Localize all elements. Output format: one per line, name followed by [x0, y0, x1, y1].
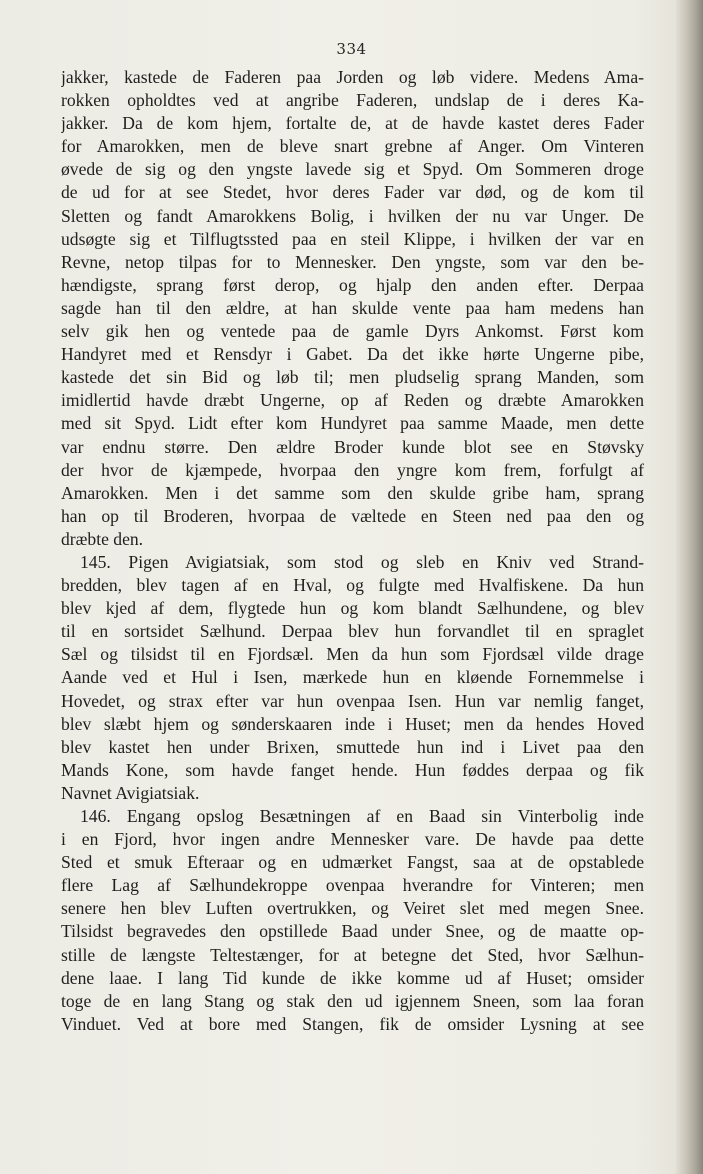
text-line: var endnu større. Den ældre Broder kunde blot see en Støvsky: [61, 436, 644, 457]
text-line: Mands Kone, som havde fanget hende. Hun føddes derpaa og fik: [61, 759, 644, 780]
text-line: udsøgte sig et Tilflugtssted paa en steil Klippe, i hvilken der var en: [61, 228, 644, 249]
text-line: dræbte den.: [61, 528, 144, 549]
page-edge-shadow: [676, 0, 703, 1174]
text-line: blev kastet hen under Brixen, smuttede hun ind i Livet paa den: [61, 736, 644, 757]
text-line: Hovedet, og strax efter var hun ovenpaa Isen. Hun var nemlig fanget,: [61, 690, 644, 711]
text-line: hændigste, sprang først derop, og hjalp den anden efter. Derpaa: [61, 274, 644, 295]
page-number: 334: [336, 40, 367, 58]
text-line: jakker. Da de kom hjem, fortalte de, at de havde kastet deres Fader: [61, 113, 644, 134]
text-line: Sletten og fandt Amarokkens Bolig, i hvilken der nu var Unger. De: [61, 205, 644, 226]
text-line: dene laae. I lang Tid kunde de ikke komme ud af Huset; omsider: [61, 967, 644, 988]
text-line: bredden, blev tagen af en Hval, og fulgte med Hvalfiskene. Da hun: [61, 575, 644, 596]
text-line: med sit Spyd. Lidt efter kom Hundyret paa samme Maade, men dette: [61, 413, 644, 434]
text-line: Tilsidst begravedes den opstillede Baad under Snee, og de maatte op-: [61, 921, 644, 942]
text-line: blev kjed af dem, flygtede hun og kom blandt Sælhundene, og blev: [61, 598, 644, 619]
text-line: jakker, kastede de Faderen paa Jorden og løb videre. Medens Ama-: [61, 67, 644, 87]
text-line: Sæl og tilsidst til en Fjordsæl. Men da hun som Fjordsæl vilde drage: [61, 644, 644, 665]
text-line: Vinduet. Ved at bore med Stangen, fik de omsider Lysning at see: [61, 1013, 644, 1034]
text-line: Navnet Avigiatsiak.: [61, 782, 200, 803]
text-line: imidlertid havde dræbt Ungerne, op af Reden og dræbte Amarokken: [61, 390, 644, 411]
text-line: for Amarokken, men de bleve snart grebne af Anger. Om Vinteren: [61, 136, 644, 157]
text-line: blev slæbt hjem og sønderskaaren inde i Huset; men da hendes Hoved: [61, 713, 644, 734]
text-line: 146. Engang opslog Besætningen af en Baad sin Vinterbolig inde: [80, 806, 644, 826]
text-line: til en sortsidet Sælhund. Derpaa blev hun forvandlet til en spraglet: [61, 621, 644, 642]
text-line: kastede det sin Bid og løb til; men pludselig sprang Manden, som: [61, 367, 644, 388]
text-line: stille de længste Teltestænger, for at betegne det Sted, hvor Sælhun-: [61, 944, 644, 965]
text-line: i en Fjord, hvor ingen andre Mennesker vare. De havde paa dette: [61, 829, 644, 850]
text-line: Handyret med et Rensdyr i Gabet. Da det ikke hørte Ungerne pibe,: [61, 344, 644, 365]
text-line: han op til Broderen, hvorpaa de væltede en Steen ned paa den og: [61, 505, 644, 526]
text-line: øvede de sig og den yngste lavede sig et Spyd. Om Sommeren droge: [61, 159, 644, 180]
body-text: [61, 66, 644, 1036]
text-line: 145. Pigen Avigiatsiak, som stod og sleb en Kniv ved Strand-: [80, 551, 644, 572]
text-line: Aande ved et Hul i Isen, mærkede hun en kløende Fornemmelse i: [61, 667, 644, 688]
text-line: flere Lag af Sælhundekroppe ovenpaa hverandre for Vinteren; men: [61, 875, 644, 896]
text-line: Sted et smuk Efteraar og en udmærket Fangst, saa at de opstablede: [61, 852, 644, 873]
text-line: selv gik hen og ventede paa de gamle Dyrs Ankomst. Først kom: [61, 321, 644, 342]
text-line: de ud for at see Stedet, hvor deres Fader var død, og de kom til: [61, 182, 644, 203]
text-line: rokken opholdtes ved at angribe Faderen, undslap de i deres Ka-: [61, 90, 644, 111]
text-line: der hvor de kjæmpede, hvorpaa den yngre kom frem, forfulgt af: [61, 459, 644, 480]
text-line: Revne, netop tilpas for to Mennesker. Den yngste, som var den be-: [61, 251, 644, 272]
text-line: sagde han til den ældre, at han skulde vente paa ham medens han: [61, 297, 644, 318]
text-line: senere hen blev Luften overtrukken, og Veiret slet med megen Snee.: [61, 898, 644, 919]
text-line: toge de en lang Stang og stak den ud igjennem Sneen, som laa foran: [61, 990, 644, 1011]
text-line: Amarokken. Men i det samme som den skulde gribe ham, sprang: [61, 482, 644, 503]
